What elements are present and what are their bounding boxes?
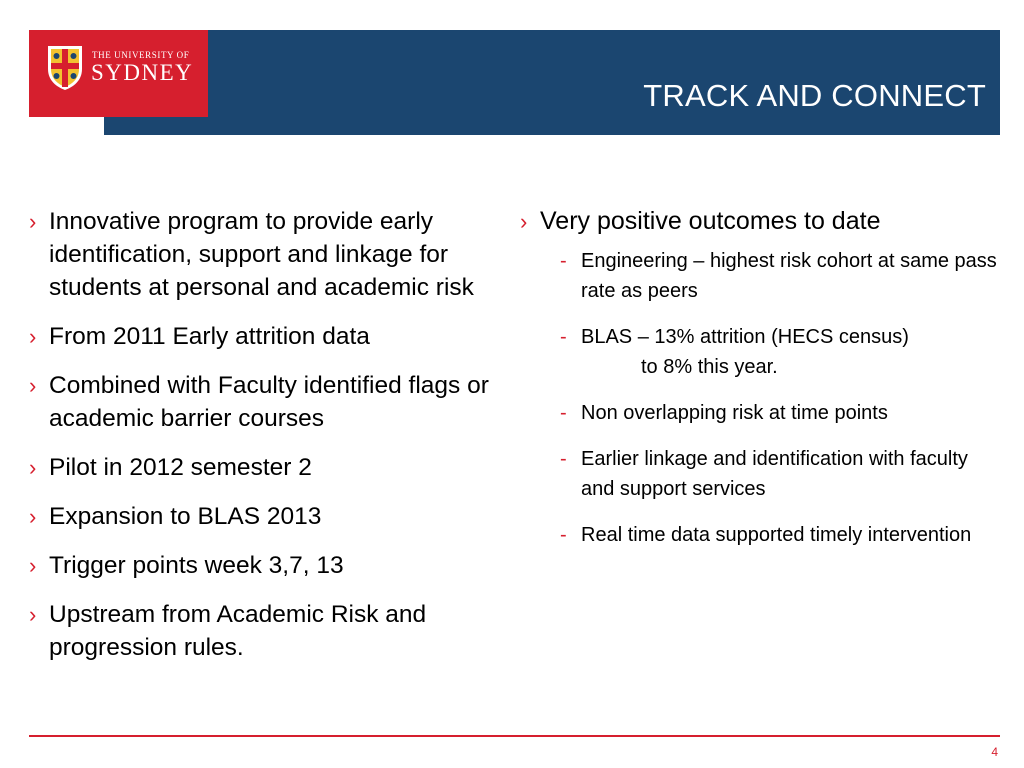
sub-bullet-continuation: to 8% this year. — [641, 356, 778, 378]
bullet-text: Expansion to BLAS 2013 — [49, 503, 322, 530]
sub-list-item — [540, 246, 1000, 306]
dash-icon: - — [560, 448, 567, 470]
bullet-heading: Very positive outcomes to date — [540, 207, 881, 235]
list-item — [29, 500, 499, 533]
chevron-right-icon: › — [29, 373, 37, 398]
list-item — [520, 205, 1000, 550]
sub-list-item — [540, 322, 1000, 382]
bullet-text: Trigger points week 3,7, 13 — [49, 552, 344, 579]
chevron-right-icon: › — [29, 455, 37, 480]
chevron-right-icon: › — [29, 324, 37, 349]
bullet-text: Pilot in 2012 semester 2 — [49, 454, 312, 481]
footer-divider — [29, 735, 1000, 737]
bullet-text: Combined with Faculty identified flags or academic barrier courses — [49, 372, 489, 432]
chevron-right-icon: › — [520, 209, 528, 234]
sub-list-item — [540, 398, 1000, 428]
page-number: 4 — [991, 745, 998, 759]
left-bullet-list — [29, 205, 499, 664]
crest-icon — [45, 43, 85, 91]
list-item — [29, 320, 499, 353]
sub-bullet-text: Real time data supported timely intervention — [581, 524, 972, 546]
list-item — [29, 451, 499, 484]
right-column — [520, 205, 1000, 566]
slide-title: TRACK AND CONNECT — [643, 78, 986, 113]
sub-bullet-text: Earlier linkage and identification with faculty and support services — [581, 448, 968, 500]
chevron-right-icon: › — [29, 504, 37, 529]
list-item — [29, 549, 499, 582]
sub-bullet-text: Engineering – highest risk cohort at same pass rate as peers — [581, 250, 997, 302]
sub-list-item — [540, 520, 1000, 550]
university-logo — [29, 30, 208, 117]
sub-bullet-text: BLAS – 13% attrition (HECS census) — [581, 326, 909, 348]
list-item — [29, 205, 499, 304]
right-bullet-list — [520, 205, 1000, 550]
sub-bullet-list — [540, 246, 1000, 550]
chevron-right-icon: › — [29, 209, 37, 234]
sub-list-item — [540, 444, 1000, 504]
header-bar — [104, 30, 1000, 135]
chevron-right-icon: › — [29, 553, 37, 578]
left-column — [29, 205, 499, 680]
list-item — [29, 598, 499, 664]
dash-icon: - — [560, 326, 567, 348]
bullet-text: Upstream from Academic Risk and progression rules. — [49, 601, 427, 661]
dash-icon: - — [560, 250, 567, 272]
bullet-text: Innovative program to provide early identification, support and linkage for students at personal and academic risk — [49, 208, 474, 301]
sub-bullet-text: Non overlapping risk at time points — [581, 402, 888, 424]
chevron-right-icon: › — [29, 602, 37, 627]
logo-line-2: SYDNEY — [91, 60, 194, 85]
dash-icon: - — [560, 402, 567, 424]
logo-line-1: THE UNIVERSITY OF — [92, 50, 190, 60]
bullet-text: From 2011 Early attrition data — [49, 323, 370, 350]
list-item — [29, 369, 499, 435]
dash-icon: - — [560, 524, 567, 546]
